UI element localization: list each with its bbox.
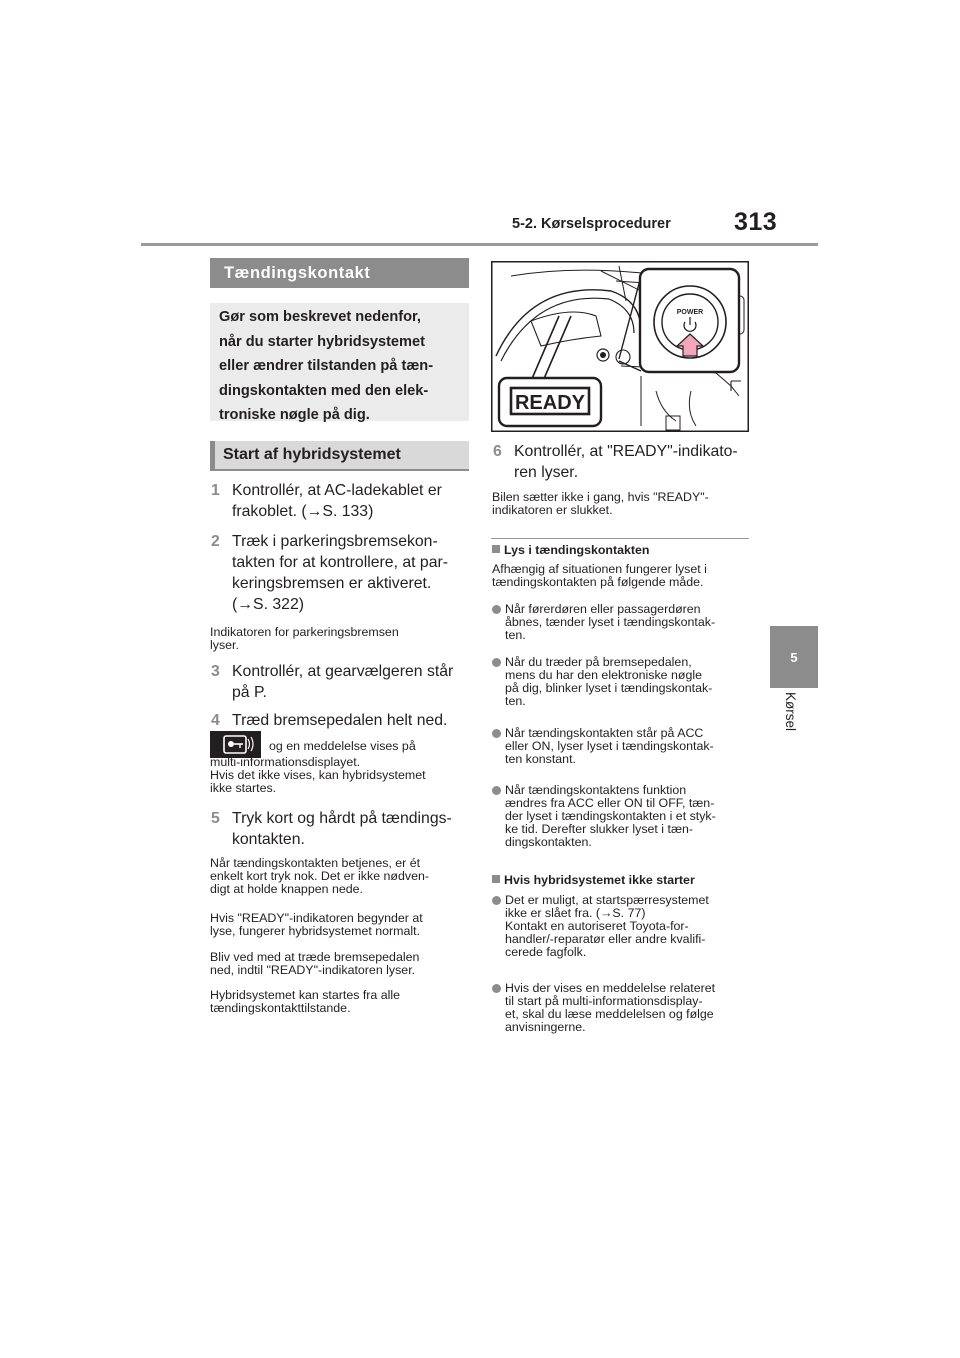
step-5 bbox=[211, 808, 473, 852]
page-number: 313 bbox=[734, 208, 778, 236]
bullet-dot-icon bbox=[492, 896, 501, 905]
intro-box bbox=[210, 303, 469, 424]
hvis-heading: Hvis hybridsystemet ikke starter bbox=[492, 874, 754, 887]
hvis-bullet-2: Hvis der vises en meddelelse relateret til start på multi-informationsdisplay- et, skal du læse meddelelsen og følge anvisningerne. bbox=[492, 982, 754, 1035]
step-line: Kontrollér, at AC-ladekablet er bbox=[232, 482, 442, 499]
step-number: 3 bbox=[211, 663, 220, 680]
subheading: Start af hybridsystemet bbox=[210, 441, 469, 471]
step-line: Kontrollér, at "READY"-indikato- bbox=[514, 443, 738, 460]
lys-bullet-1: Når førerdøren eller passagerdøren åbnes, tænder lyset i tændingskontak- ten. bbox=[492, 603, 754, 643]
step-number: 5 bbox=[211, 810, 220, 827]
step-4 bbox=[211, 710, 473, 732]
step-line: på P. bbox=[232, 684, 267, 701]
dashboard-illustration bbox=[491, 261, 749, 432]
step-5-note-2: Hvis "READY"-indikatoren begynder at lyse, fungerer hybridsystemet normalt. bbox=[210, 911, 423, 938]
square-bullet-icon bbox=[492, 875, 500, 883]
step-2-note: Indikatoren for parkeringsbremsen lyser. bbox=[210, 625, 399, 652]
step-line: takten for at kontrollere, at par- bbox=[232, 554, 448, 571]
step-3 bbox=[211, 661, 473, 705]
section-heading: Tændingskontakt bbox=[210, 258, 469, 288]
step-4-note-first: og en meddelelse vises på bbox=[269, 739, 416, 753]
key-warning-icon bbox=[210, 731, 261, 758]
step-6-note: Bilen sætter ikke i gang, hvis "READY"- indikatoren er slukket. bbox=[492, 490, 709, 517]
step-1 bbox=[211, 480, 473, 524]
step-5-note-1: Når tændingskontakten betjenes, er ét enkelt kort tryk nok. Det er ikke nødven- digt at holde knappen nede. bbox=[210, 856, 429, 896]
lys-bullet-4: Når tændingskontaktens funktion ændres fra ACC eller ON til OFF, tæn- der lyset i tændingskontakten i et styk- ke tid. Derefter slukker lyset i tæn- dingskontakten. bbox=[492, 784, 754, 850]
hvis-bullet-1: Det er muligt, at startspærresystemet ikke er slået fra. (→S. 77) Kontakt en autoriseret Toyota-for- handler/-reparatør eller andre kvalifi- cerede fagfolk. bbox=[492, 894, 754, 960]
bullet-dot-icon bbox=[492, 605, 501, 614]
intro-line: eller ændrer tilstanden på tæn- bbox=[219, 358, 434, 375]
section-title: 5-2. Kørselsprocedurer bbox=[512, 216, 671, 232]
lys-bullet-3: Når tændingskontakten står på ACC eller ON, lyser lyset i tændingskontak- ten konstant. bbox=[492, 727, 754, 767]
intro-line: dingskontakten med den elek- bbox=[219, 382, 429, 399]
bullet-dot-icon bbox=[492, 984, 501, 993]
divider bbox=[491, 538, 749, 539]
bullet-dot-icon bbox=[492, 729, 501, 738]
step-6 bbox=[493, 441, 755, 485]
step-line: Tryk kort og hårdt på tændings- bbox=[232, 810, 452, 827]
step-number: 4 bbox=[211, 712, 220, 729]
bullet-dot-icon bbox=[492, 786, 501, 795]
step-line: (→S. 322) bbox=[232, 596, 304, 613]
square-bullet-icon bbox=[492, 545, 500, 553]
lys-bullet-2: Når du træder på bremsepedalen, mens du har den elektroniske nøgle på dig, blinker lyset i tændingskontak- ten. bbox=[492, 656, 754, 709]
step-number: 2 bbox=[211, 533, 220, 550]
step-5-note-3: Bliv ved med at træde bremsepedalen ned, indtil "READY"-indikatoren lyser. bbox=[210, 950, 420, 977]
power-label: POWER bbox=[676, 309, 704, 316]
chapter-number: 5 bbox=[790, 649, 798, 665]
step-line: ren lyser. bbox=[514, 464, 579, 481]
header-rule bbox=[141, 243, 818, 246]
step-line: Træk i parkeringsbremsekon- bbox=[232, 533, 438, 550]
intro-line: troniske nøgle på dig. bbox=[219, 407, 370, 424]
step-number: 1 bbox=[211, 482, 220, 499]
step-line: Kontrollér, at gearvælgeren står bbox=[232, 663, 454, 680]
step-5-note-4: Hybridsystemet kan startes fra alle tændingskontakttilstande. bbox=[210, 988, 401, 1015]
lys-heading: Lys i tændingskontakten bbox=[492, 544, 754, 557]
chapter-label: Kørsel bbox=[783, 692, 798, 732]
ready-label: READY bbox=[514, 392, 586, 414]
lys-intro: Afhængig af situationen fungerer lyset i tændingskontakten på følgende måde. bbox=[492, 562, 707, 589]
step-line: kontakten. bbox=[232, 831, 305, 848]
chapter-tab bbox=[770, 626, 818, 688]
intro-line: når du starter hybridsystemet bbox=[219, 333, 426, 350]
step-line: frakoblet. (→S. 133) bbox=[232, 503, 374, 520]
step-line: keringsbremsen er aktiveret. bbox=[232, 575, 432, 592]
step-4-note: multi-informationsdisplayet. Hvis det ikke vises, kan hybridsystemet ikke startes. bbox=[210, 755, 426, 795]
bullet-dot-icon bbox=[492, 658, 501, 667]
step-2 bbox=[211, 531, 473, 617]
step-line: Træd bremsepedalen helt ned. bbox=[232, 712, 448, 729]
intro-line: Gør som beskrevet nedenfor, bbox=[219, 309, 421, 325]
step-number: 6 bbox=[493, 443, 502, 460]
